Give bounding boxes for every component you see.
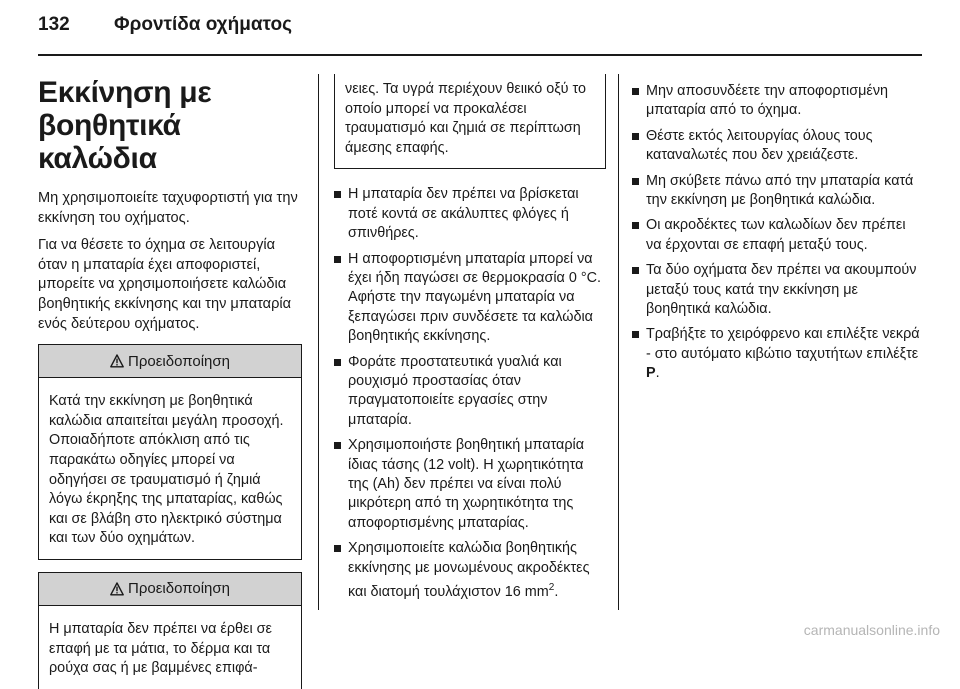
list-item: Οι ακροδέκτες των καλωδίων δεν πρέπει να έρχονται σε επαφή μεταξύ τους. [632, 216, 920, 255]
superscript: 2 [548, 582, 555, 594]
warning-box-1-header [39, 345, 301, 378]
list-item: Χρησιμοποιήστε βοηθητική μπαταρία ίδιας τάσης (12 volt). Η χωρητικότητα της (Ah) δεν πρέπει να είναι πολύ μικρότερη από τη χωρητικότητα της αποφορτισμένης μπαταρίας. [334, 436, 606, 533]
list-item: Θέστε εκτός λειτουργίας όλους τους καταναλωτές που δεν χρειάζεστε. [632, 127, 920, 166]
list-item-text: Χρησιμοποιείτε καλώδια βοηθητικής εκκίνησης με μονωμένους ακροδέκτες και διατομή τουλάχιστον 16 mm [348, 540, 590, 600]
column-divider-2 [618, 74, 619, 610]
column-divider-1 [318, 74, 319, 610]
list-item: Φοράτε προστατευτικά γυαλιά και ρουχισμό προστασίας όταν πραγματοποιείτε εργασίες στην μπαταρία. [334, 353, 606, 431]
list-item-end: . [554, 583, 559, 600]
precautions-list-1 [334, 185, 606, 602]
list-item: Μην αποσυνδέετε την αποφορτισμένη μπαταρία από το όχημα. [632, 82, 920, 121]
warning-triangle-icon [110, 582, 124, 596]
warning-box-1 [38, 344, 302, 560]
paragraph-intro: Μη χρησιμοποιείτε ταχυφορτιστή για την εκκίνηση του οχήματος. [38, 190, 298, 226]
list-item: Μη σκύβετε πάνω από την μπαταρία κατά την εκκίνηση με βοηθητικά καλώδια. [632, 172, 920, 211]
header-rule [38, 54, 922, 56]
warning-box-2-title: Προειδοποίηση [128, 580, 230, 598]
watermark: carmanualsonline.info [803, 622, 940, 638]
warning-box-2-continuation: νειες. Τα υγρά περιέχουν θειικό οξύ το οποίο μπορεί να προκαλέσει τραυματισμό και ζημιά σε περίπτωση άμεσης επαφής. [334, 74, 606, 169]
column-1 [38, 70, 302, 677]
precautions-list-2 [632, 82, 920, 384]
list-item-end: . [655, 365, 660, 382]
warning-box-2-text: Η μπαταρία δεν πρέπει να έρθει σε επαφή με τα μάτια, το δέρμα και τα ρούχα σας ή με βαμμένες επιφά- [49, 620, 272, 677]
list-item: Η αποφορτισμένη μπαταρία μπορεί να έχει ήδη παγώσει σε θερμοκρασία 0 °C. Αφήστε την παγωμένη μπαταρία να ξεπαγώσει πριν συνδέσετε τα καλώδια βοηθητικής εκκίνησης. [334, 250, 606, 347]
warning-box-2-header [39, 573, 301, 606]
list-item [334, 539, 606, 602]
list-item: Η μπαταρία δεν πρέπει να βρίσκεται ποτέ κοντά σε ακάλυπτες φλόγες ή σπινθήρες. [334, 185, 606, 243]
chapter-title: Φροντίδα οχήματος [114, 14, 292, 35]
column-3 [632, 82, 920, 612]
list-item-text: Τραβήξτε το χειρόφρενο και επιλέξτε νεκρά - στο αυτόματο κιβώτιο ταχυτήτων επιλέξτε [646, 326, 920, 362]
list-item: Τα δύο οχήματα δεν πρέπει να ακουμπούν μεταξύ τους κατά την εκκίνηση με βοηθητικά καλώδια. [632, 261, 920, 319]
warning-box-2 [38, 572, 302, 689]
list-item [632, 325, 920, 383]
column-2 [334, 74, 606, 612]
section-heading: Εκκίνηση με βοηθητικά καλώδια [38, 76, 212, 175]
warning-triangle-icon [110, 354, 124, 368]
warning-box-1-text: Κατά την εκκίνηση με βοηθητικά καλώδια απαιτείται μεγάλη προσοχή. Οποιαδήποτε απόκλιση από τις παρακάτω οδηγίες μπορεί να οδηγήσει σε τραυματισμό ή ζημιά λόγω έκρηξης της μπαταρίας, καθώς και σε βλάβη στο ηλεκτρικό σύστημα και των δύο οχημάτων. [49, 393, 284, 547]
page-number: 132 [38, 14, 70, 35]
gear-position-p: P [646, 365, 656, 382]
page-header [38, 14, 292, 46]
warning-box-1-title: Προειδοποίηση [128, 352, 230, 370]
paragraph-instructions: Για να θέσετε το όχημα σε λειτουργία όταν η μπαταρία έχει αποφοριστεί, μπορείτε να χρησιμοποιήσετε καλώδια βοηθητικής εκκίνησης και την μπαταρία ενός δεύτερου οχήματος. [38, 237, 292, 332]
